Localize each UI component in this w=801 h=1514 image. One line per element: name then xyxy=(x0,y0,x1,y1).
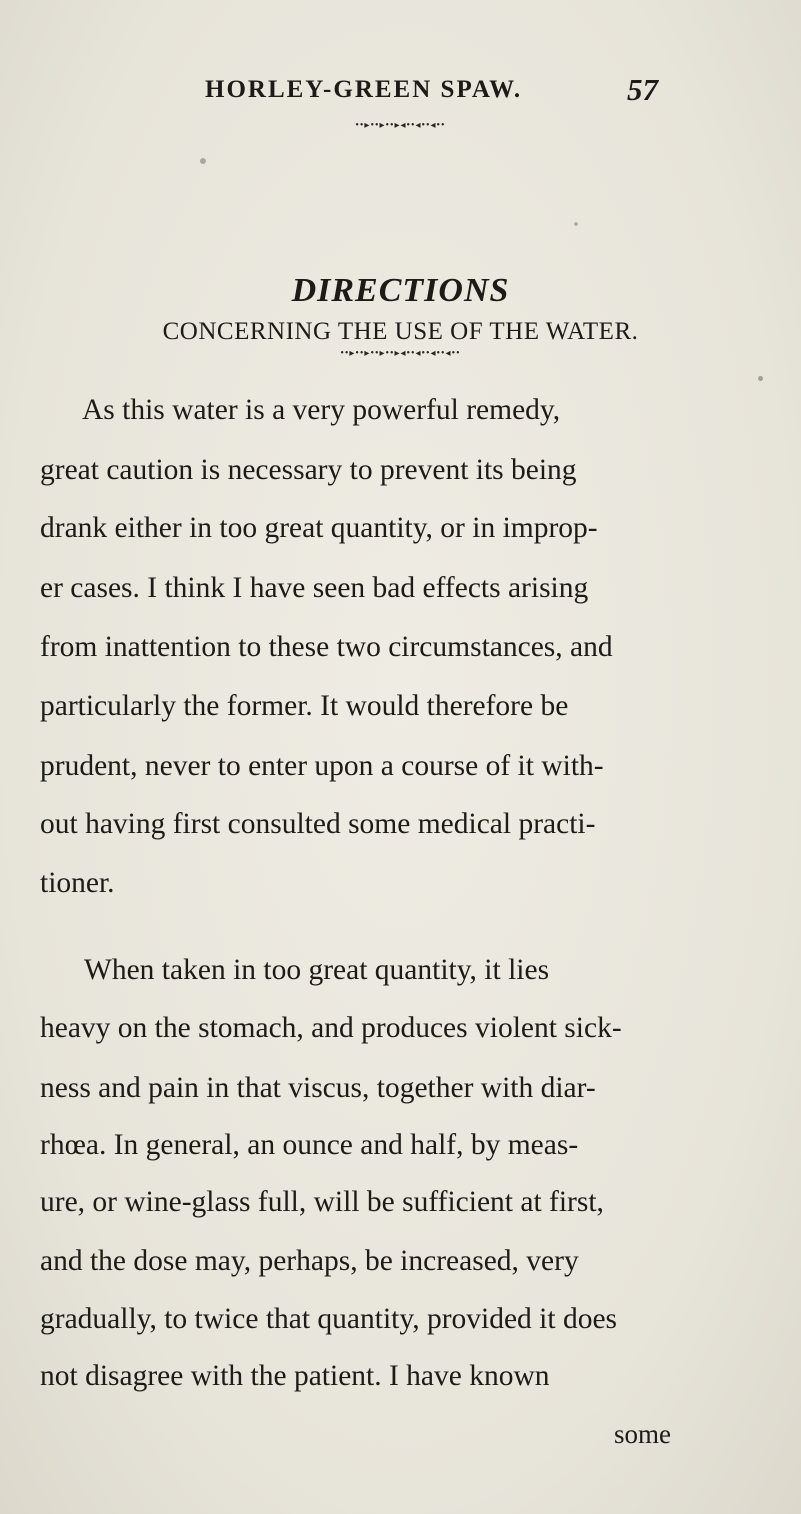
paragraph-1-line: out having first consulted some medical practi- xyxy=(40,808,596,840)
paragraph-1-line: er cases. I think I have seen bad effects arising xyxy=(40,572,589,604)
running-head xyxy=(205,72,685,116)
foxing-speck xyxy=(758,376,763,381)
catchword: some xyxy=(614,1419,671,1449)
running-title: HORLEY-GREEN SPAW. xyxy=(205,76,523,103)
foxing-speck xyxy=(574,222,578,226)
paragraph-2-line: rhœa. In general, an ounce and half, by meas- xyxy=(40,1129,579,1161)
paragraph-2-line: When taken in too great quantity, it lies xyxy=(84,954,550,986)
section-heading: DIRECTIONS xyxy=(291,272,510,309)
section-subheading: CONCERNING THE USE OF THE WATER. xyxy=(162,318,639,345)
ornament-rule-mid: ••▸••▸••▸••▸◂••◂••◂••◂•• xyxy=(340,348,461,359)
foxing-speck xyxy=(200,158,206,164)
paragraph-1-line: As this water is a very powerful remedy, xyxy=(82,394,561,426)
paragraph-1-line: great caution is necessary to prevent its being xyxy=(40,454,577,486)
paragraph-2-line: gradually, to twice that quantity, provided it does xyxy=(40,1303,618,1335)
paragraph-1-line: drank either in too great quantity, or in improp- xyxy=(40,512,598,544)
paragraph-1-line: from inattention to these two circumstances, and xyxy=(40,631,613,663)
paragraph-1-line: particularly the former. It would therefore be xyxy=(40,690,569,722)
paragraph-2-line: and the dose may, perhaps, be increased, very xyxy=(40,1245,579,1277)
paragraph-2-line: ure, or wine-glass full, will be sufficient at first, xyxy=(40,1186,604,1218)
paragraph-2-line: heavy on the stomach, and produces violent sick- xyxy=(40,1012,622,1044)
paragraph-2-line: ness and pain in that viscus, together with diar- xyxy=(40,1072,596,1104)
paragraph-1-line: prudent, never to enter upon a course of it with- xyxy=(40,750,604,782)
page-number: 57 xyxy=(627,72,658,107)
ornament-rule-top: ••▸••▸••▸◂••◂••◂•• xyxy=(355,120,446,131)
paragraph-1-line: tioner. xyxy=(40,867,115,899)
paragraph-2-line: not disagree with the patient. I have known xyxy=(40,1360,550,1392)
